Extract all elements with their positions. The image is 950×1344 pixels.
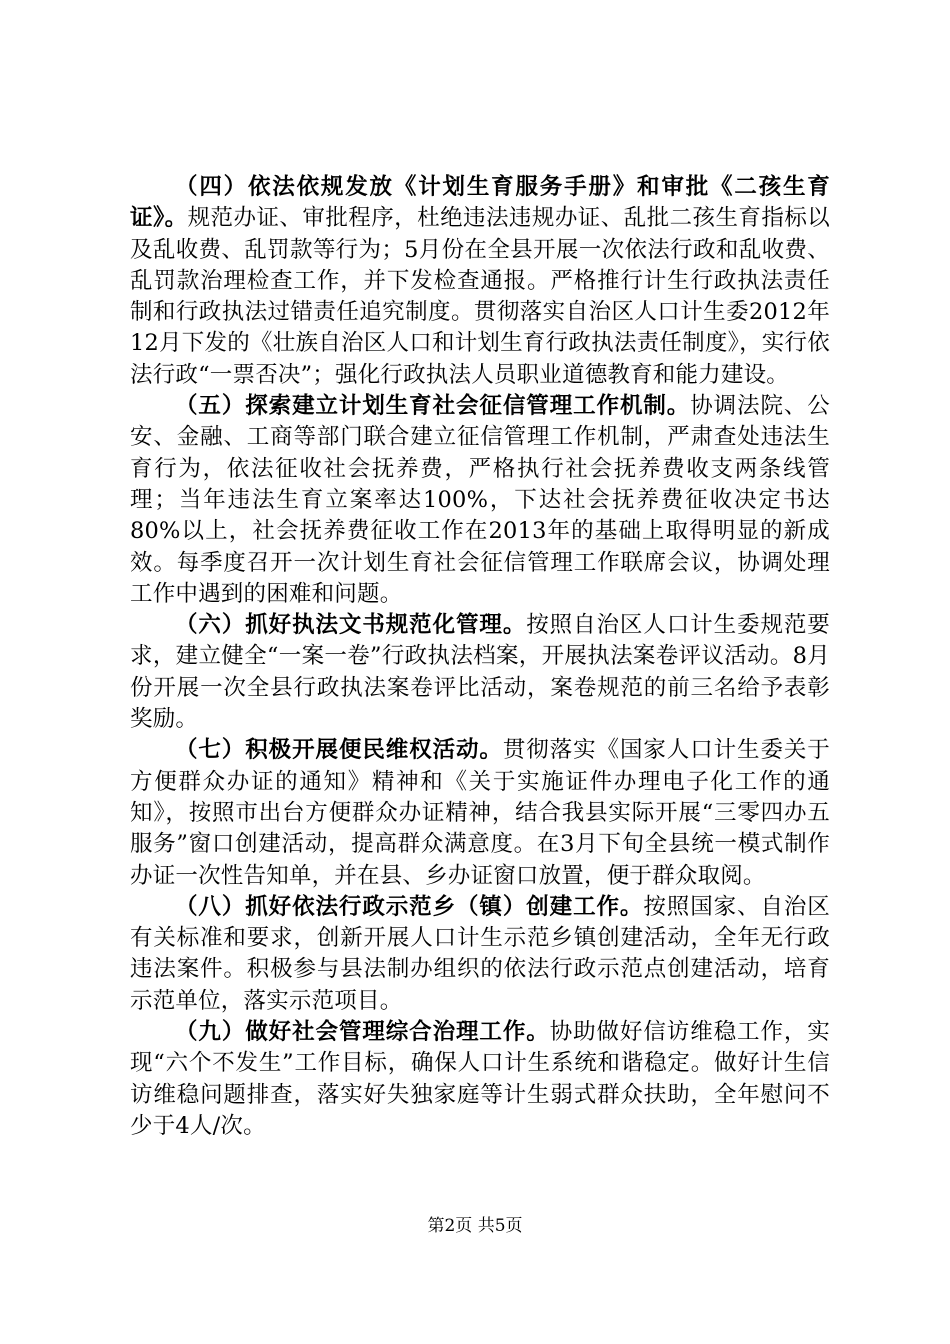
paragraph-5 [130,391,830,610]
paragraph-text: 按照自治区人口计生委规范要求，建立健全“一案一卷”行政执法档案，开展执法案卷评议活动。8月份开展一次全县行政执法案卷评比活动，案卷规范的前三名给予表彰奖励。 [130,612,830,733]
paragraph-text: 贯彻落实《国家人口计生委关于方便群众办证的通知》精神和《关于实施证件办理电子化工作的通知》，按照市出台方便群众办证精神，结合我县实际开展“三零四办五服务”窗口创建活动，提高群众满意度。在3月下旬全县统一模式制作办证一次性告知单，并在县、乡办证窗口放置，便于群众取阅。 [130,737,830,889]
page-footer: 第2页 共5页 [427,1216,523,1236]
document-body [130,172,830,1142]
paragraph-7 [130,735,830,891]
paragraph-heading: （六）抓好执法文书规范化管理。 [175,612,527,639]
paragraph-text: 协调法院、公安、金融、工商等部门联合建立征信管理工作机制，严肃查处违法生育行为，依法征收社会抚养费，严格执行社会抚养费收支两条线管理；当年违法生育立案率达100%，下达社会抚养费征收决定书达80%以上，社会抚养费征收工作在2013年的基础上取得明显的新成效。每季度召开一次计划生育社会征信管理工作联席会议，协调处理工作中遇到的困难和问题。 [130,393,830,607]
paragraph-heading: （八）抓好依法行政示范乡（镇）创建工作。 [175,893,644,920]
paragraph-heading: （七）积极开展便民维权活动。 [175,737,503,764]
paragraph-heading: （四）依法依规发放《计划生育服务手册》和审批《二孩生育证》。 [130,174,830,232]
paragraph-9 [130,1017,830,1142]
paragraph-heading: （九）做好社会管理综合治理工作。 [175,1019,550,1046]
paragraph-text: 按照国家、自治区有关标准和要求，创新开展人口计生示范乡镇创建活动，全年无行政违法案件。积极参与县法制办组织的依法行政示范点创建活动，培育示范单位，落实示范项目。 [130,893,830,1014]
paragraph-heading: （五）探索建立计划生育社会征信管理工作机制。 [175,393,691,420]
paragraph-4 [130,172,830,391]
paragraph-text: 协助做好信访维稳工作，实现“六个不发生”工作目标，确保人口计生系统和谐稳定。做好计生信访维稳问题排查，落实好失独家庭等计生弱式群众扶助，全年慰问不少于4人/次。 [130,1019,831,1139]
paragraph-text: 规范办证、审批程序，杜绝违法违规办证、乱批二孩生育指标以及乱收费、乱罚款等行为；5月份在全县开展一次依法行政和乱收费、乱罚款治理检查工作，并下发检查通报。严格推行计生行政执法责任制和行政执法过错责任追究制度。贯彻落实自治区人口计生委2012年12月下发的《壮族自治区人口和计划生育行政执法责任制度》，实行依法行政“一票否决”；强化行政执法人员职业道德教育和能力建设。 [130,205,830,388]
paragraph-6 [130,610,830,735]
paragraph-8 [130,892,830,1017]
